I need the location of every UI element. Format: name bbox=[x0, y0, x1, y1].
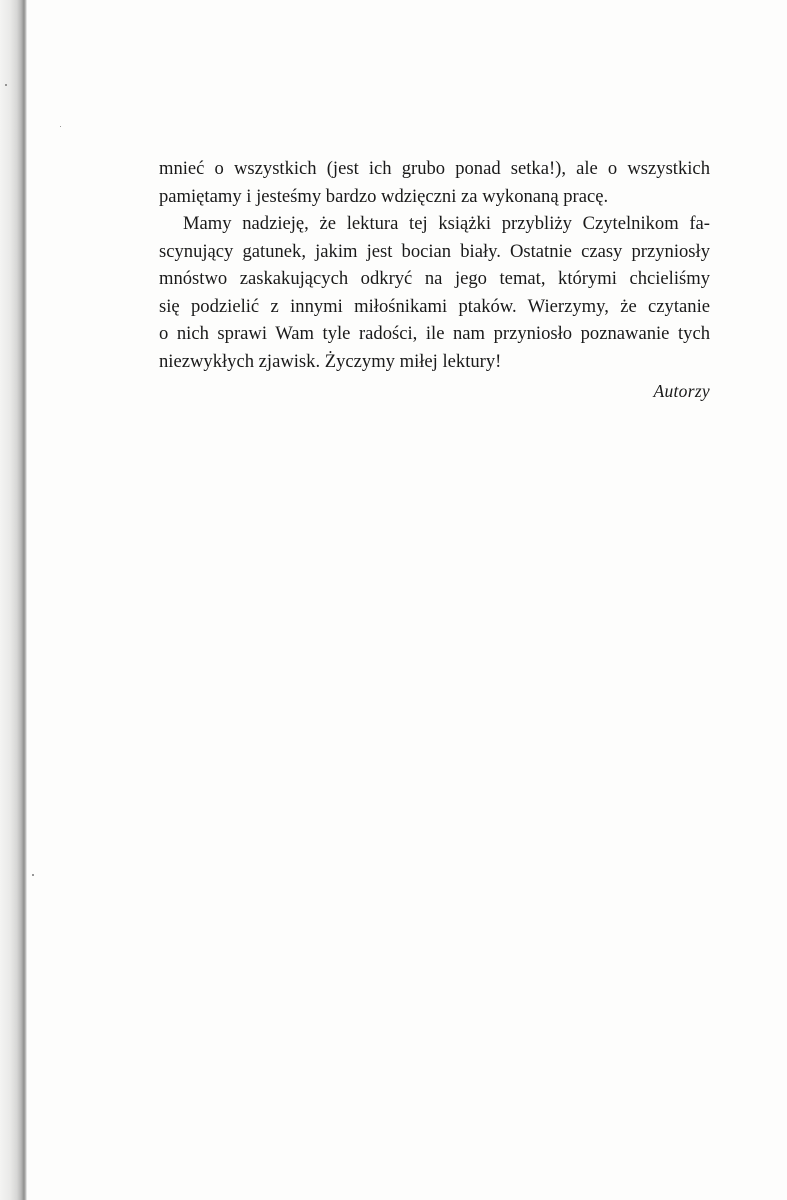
text-line: niezwykłych zjawisk. Życzymy miłej lektury! bbox=[159, 350, 502, 372]
scan-speck bbox=[5, 84, 7, 86]
text-line: się podzielić z innymi miłośnikami ptaków. Wierzymy, że czytanie bbox=[159, 295, 710, 317]
page-spine-shadow bbox=[0, 0, 27, 1200]
text-line: scynujący gatunek, jakim jest bocian biały. Ostatnie czasy przyniosły bbox=[159, 240, 710, 262]
paragraph bbox=[159, 155, 710, 210]
text-line: mnieć o wszystkich (jest ich grubo ponad setka!), ale o wszystkich bbox=[159, 158, 710, 179]
text-line: o nich sprawi Wam tyle radości, ile nam przyniosło poznawanie tych bbox=[159, 323, 710, 344]
body-text bbox=[159, 155, 710, 375]
scan-speck bbox=[60, 126, 61, 127]
paragraph bbox=[159, 210, 710, 375]
signature-authors: Autorzy bbox=[653, 381, 710, 401]
scan-speck bbox=[32, 874, 34, 876]
text-line: Mamy nadzieję, że lektura tej książki przybliży Czytelnikom fa- bbox=[183, 213, 710, 234]
text-line: mnóstwo zaskakujących odkryć na jego temat, którymi chcieliśmy bbox=[159, 268, 710, 289]
text-line: pamiętamy i jesteśmy bardzo wdzięczni za wykonaną pracę. bbox=[159, 185, 609, 207]
